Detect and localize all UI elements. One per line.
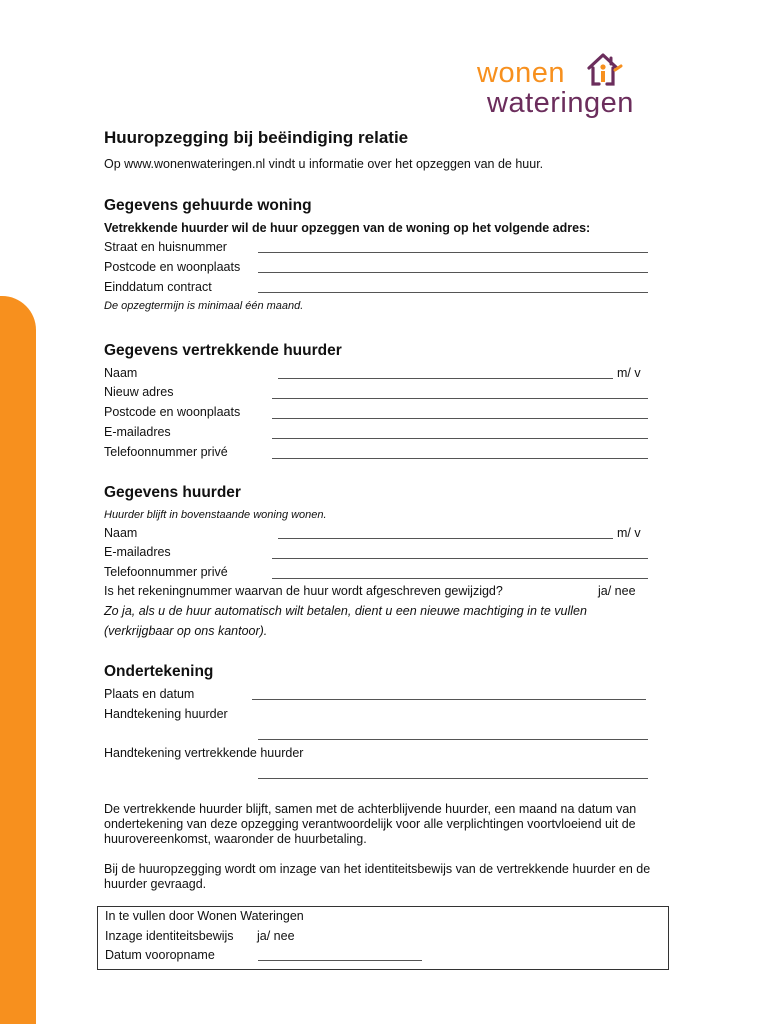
inzage-ja-nee[interactable]: ja/ nee xyxy=(257,929,295,943)
label-nieuw-adres: Nieuw adres xyxy=(104,385,174,399)
input-line-telefoon-huurder[interactable] xyxy=(272,578,648,579)
identity-paragraph: Bij de huuropzegging wordt om inzage van het identiteitsbewijs van de vertrekkende huurder en de huurder gevraagd. xyxy=(104,862,651,891)
section-heading-woning: Gegevens gehuurde woning xyxy=(104,197,312,214)
input-line-email-huurder[interactable] xyxy=(272,558,648,559)
rekeningnummer-ja-nee[interactable]: ja/ nee xyxy=(598,584,636,598)
label-inzage: Inzage identiteitsbewijs xyxy=(105,929,234,943)
signature-line-vertrekkende[interactable] xyxy=(258,778,648,779)
input-line-postcode-2[interactable] xyxy=(272,418,648,419)
office-use-box xyxy=(97,906,669,970)
section-lead: Vetrekkende huurder wil de huur opzeggen van de woning op het volgende adres: xyxy=(104,221,591,235)
label-telefoon: Telefoonnummer privé xyxy=(104,445,228,459)
logo-word-wonen: wonen xyxy=(477,57,565,89)
office-box-title: In te vullen door Wonen Wateringen xyxy=(105,909,304,923)
wonen-wateringen-logo xyxy=(477,50,667,130)
input-line-email[interactable] xyxy=(272,438,648,439)
signature-line-huurder[interactable] xyxy=(258,739,648,740)
house-icon xyxy=(581,50,625,90)
label-handtekening-huurder: Handtekening huurder xyxy=(104,707,228,721)
gender-mv[interactable]: m/ v xyxy=(617,366,641,380)
form-title: Huuropzegging bij beëindiging relatie xyxy=(104,128,409,147)
label-naam-huurder: Naam xyxy=(104,526,138,540)
huurder-note: Huurder blijft in bovenstaande woning wonen. xyxy=(104,509,327,521)
opzegtermijn-note: De opzegtermijn is minimaal één maand. xyxy=(104,300,304,312)
section-heading-huurder: Gegevens huurder xyxy=(104,484,241,501)
input-line-postcode[interactable] xyxy=(258,272,648,273)
input-line-datum-vooropname[interactable] xyxy=(258,960,422,961)
rekeningnummer-question: Is het rekeningnummer waarvan de huur wordt afgeschreven gewijzigd? xyxy=(104,584,503,598)
label-naam: Naam xyxy=(104,366,138,380)
label-straat: Straat en huisnummer xyxy=(104,240,227,254)
input-line-nieuw-adres[interactable] xyxy=(272,398,648,399)
input-line-naam[interactable] xyxy=(278,378,613,379)
input-line-einddatum[interactable] xyxy=(258,292,648,293)
label-handtekening-vertrekkende: Handtekening vertrekkende huurder xyxy=(104,746,304,760)
label-postcode-2: Postcode en woonplaats xyxy=(104,405,241,419)
intro-text: Op www.wonenwateringen.nl vindt u informatie over het opzeggen van de huur. xyxy=(104,157,544,171)
machtiging-note: Zo ja, als u de huur automatisch wilt betalen, dient u een nieuwe machtiging in te vullen xyxy=(104,604,587,618)
label-telefoon-huurder: Telefoonnummer privé xyxy=(104,565,228,579)
section-heading-vertrekkende: Gegevens vertrekkende huurder xyxy=(104,342,342,359)
orange-side-bar xyxy=(0,296,36,1024)
input-line-plaats-datum[interactable] xyxy=(252,699,646,700)
label-einddatum: Einddatum contract xyxy=(104,280,212,294)
gender-mv-huurder[interactable]: m/ v xyxy=(617,526,641,540)
label-datum-vooropname: Datum vooropname xyxy=(105,948,215,962)
section-heading-ondertekening: Ondertekening xyxy=(104,663,214,680)
logo-word-wateringen: wateringen xyxy=(487,87,634,119)
responsibility-paragraph: De vertrekkende huurder blijft, samen met de achterblijvende huurder, een maand na datum van ondertekening van deze opzegging verantwoordelijk voor alle verplichtingen voortvloeiend uit de huurovereenkomst, waaronder de huurbetaling. xyxy=(104,802,637,846)
kantoor-note: (verkrijgbaar op ons kantoor). xyxy=(104,624,268,638)
input-line-straat[interactable] xyxy=(258,252,648,253)
label-email-huurder: E-mailadres xyxy=(104,545,171,559)
label-email: E-mailadres xyxy=(104,425,171,439)
input-line-naam-huurder[interactable] xyxy=(278,538,613,539)
label-postcode: Postcode en woonplaats xyxy=(104,260,241,274)
label-plaats-datum: Plaats en datum xyxy=(104,687,195,701)
input-line-telefoon[interactable] xyxy=(272,458,648,459)
